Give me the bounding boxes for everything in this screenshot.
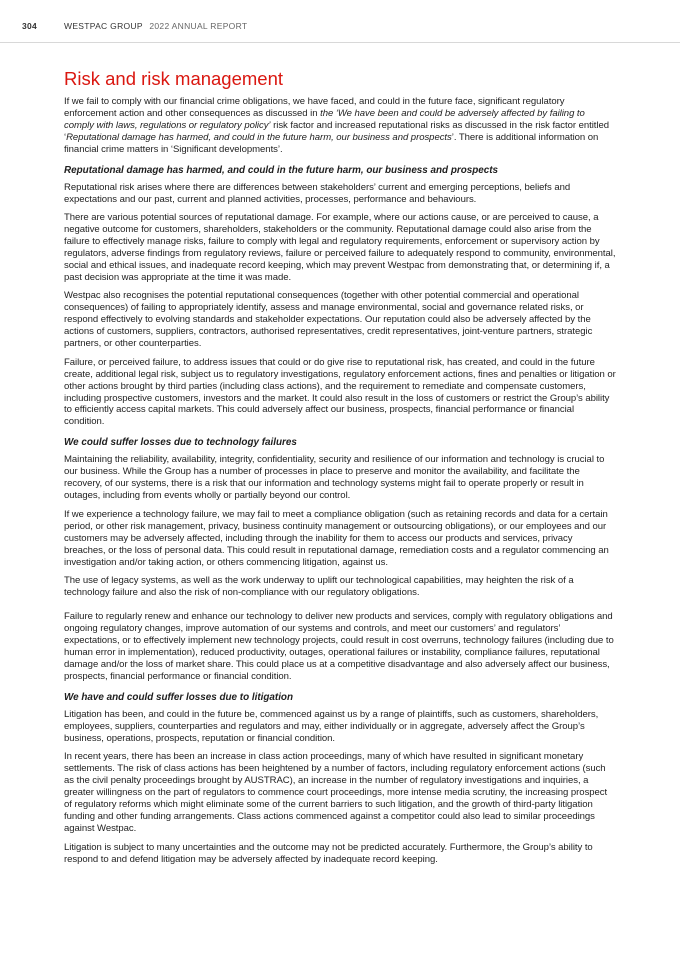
- paragraph: In recent years, there has been an increase in class action proceedings, many of which have resulted in significant monetary settlements. The risk of class actions has been heightened by a number of factors, including regulatory enforcement actions (such as the civil penalty proceedings brought by AUSTRAC), an increase in the number of regulatory investigations and inquiries, a greater willingness on the part of regulators to commence court proceedings, more intense media scrutiny, the increasing prospect of regulatory reforms which might eliminate some of the current barriers to such litigation, and the growth of third-party litigation funding and other funding arrangements. Class actions commenced against a competitor could also lead to similar proceedings against Westpac.: [64, 751, 608, 835]
- heading-reputational-damage: Reputational damage has harmed, and could in the future harm, our business and prospects: [64, 164, 499, 176]
- running-title: [64, 21, 247, 31]
- paragraph: Westpac also recognises the potential reputational consequences (together with other potential commercial and operational consequences) of failing to appropriately identify, assess and manage environmental, social and governance related risks, or respond effectively to evolving standards and stakeholder expectations. Our reputation could also be adversely affected by the actions of customers, suppliers, contractors, authorised representatives, credit representatives, joint-venture partners, strategic partners, or other counterparties.: [64, 290, 593, 350]
- intro-paragraph: [64, 96, 616, 156]
- intro-reference-1: the ‘We have been and could be adversely affected by failing to comply with laws, regulations or regulatory policy’: [64, 107, 585, 131]
- intro-text-2: risk factor and increased reputational risks as discussed in the risk factor entitled ‘: [64, 119, 610, 143]
- paragraph: Reputational risk arises where there are differences between stakeholders’ current and emerging perceptions, beliefs and expectations and our past, current and planned activities, processes, performance and behaviours.: [64, 181, 571, 205]
- paragraph: Failure, or perceived failure, to address issues that could or do give rise to reputational risk, has created, and could in the future create, additional legal risk, subject us to regulatory investigations, regulatory enforcement actions, fines and penalties or litigation or other actions brought by third parties (including class actions), and the requirement to remediate and compensate customers, including prospective customers, investors and the market. It could also result in the loss of customers or restrict the Group’s ability to efficiently access capital markets. This could adversely affect our business, prospects, financial performance or financial condition.: [64, 356, 616, 428]
- brand-name: WESTPAC GROUP: [64, 21, 143, 31]
- paragraph: Litigation has been, and could in the future be, commenced against us by a range of plaintiffs, such as customers, shareholders, employees, suppliers, counterparties and regulators and may, either individually or in aggregate, adversely affect the Group’s business, operations, prospects, reputation or financial condition.: [64, 709, 599, 744]
- section-title: Risk and risk management: [64, 68, 284, 89]
- paragraph: If we experience a technology failure, we may fail to meet a compliance obligation (such as retaining records and data for a certain period, or other risk management, privacy, business continuity management or outsourcing obligations), or our employees and our customers may be adversely affected, including through the inability for them to access our products and services, privacy breaches, or the loss of personal data. This could result in reputational damage, remediation costs and a regulator commencing an investigation and/or taking action, or others commencing litigation, against us.: [64, 508, 609, 568]
- intro-text-3: ’. There is additional information on financial crime matters in ‘Significant developments’.: [64, 131, 599, 155]
- paragraph: Maintaining the reliability, availability, integrity, confidentiality, security and resilience of our information and technology is crucial to our business. While the Group has a number of processes in place to preserve and monitor the availability, and facilitate the recovery, of our systems, there is a risk that our information and technology systems might fail to operate properly or result in outages, including from events wholly or partially beyond our control.: [64, 454, 605, 502]
- main-content: [64, 68, 616, 872]
- intro-text-1: If we fail to comply with our financial crime obligations, we have faced, and could in the future face, significant regulatory enforcement action and other consequences as discussed in: [64, 96, 565, 119]
- heading-litigation: We have and could suffer losses due to litigation: [64, 692, 293, 704]
- paragraph: There are various potential sources of reputational damage. For example, where our actions cause, or are perceived to cause, a negative outcome for customers, shareholders, stakeholders or the community. Reputational damage could also arise from the failure to effectively manage risks, failure to comply with legal and regulatory requirements, enforcement or supervisory action by regulators, adverse findings from regulatory reviews, failure or perceived failure to adequately respond to community, environmental, social and ethical issues, and inadequate record keeping, which may prevent Westpac from demonstrating that, or determining if, a past decision was appropriate at the time it was made.: [64, 212, 616, 283]
- page-header: [0, 0, 680, 43]
- paragraph: Failure to regularly renew and enhance our technology to deliver new products and services, comply with regulatory obligations and ongoing regulatory changes, improve automation of our systems and controls, and meet our customers’ and regulators’ expectations, or to effectively implement new technology projects, could result in cost overruns, technology failures (including due to human error in implementation), reduced productivity, outages, operational failures or instability, compliance failures, reputational damage and/or the loss of market share. This could place us at a competitive disadvantage and also adversely affect our business, prospects, financial performance or financial condition.: [64, 611, 614, 683]
- paragraph: Litigation is subject to many uncertainties and the outcome may not be predicted accurately. Furthermore, the Group’s ability to respond to and defend litigation may be adversely affected by inadequate record keeping.: [64, 841, 593, 865]
- report-name: 2022 ANNUAL REPORT: [149, 21, 248, 31]
- page-number: 304: [22, 21, 38, 31]
- intro-reference-2: Reputational damage has harmed, and could in the future harm, our business and prospects: [66, 131, 452, 143]
- paragraph: The use of legacy systems, as well as the work underway to uplift our technological capabilities, may heighten the risk of a technology failure and also the risk of non-compliance with our regulatory obligations.: [64, 574, 574, 598]
- heading-technology-failures: We could suffer losses due to technology failures: [64, 437, 297, 449]
